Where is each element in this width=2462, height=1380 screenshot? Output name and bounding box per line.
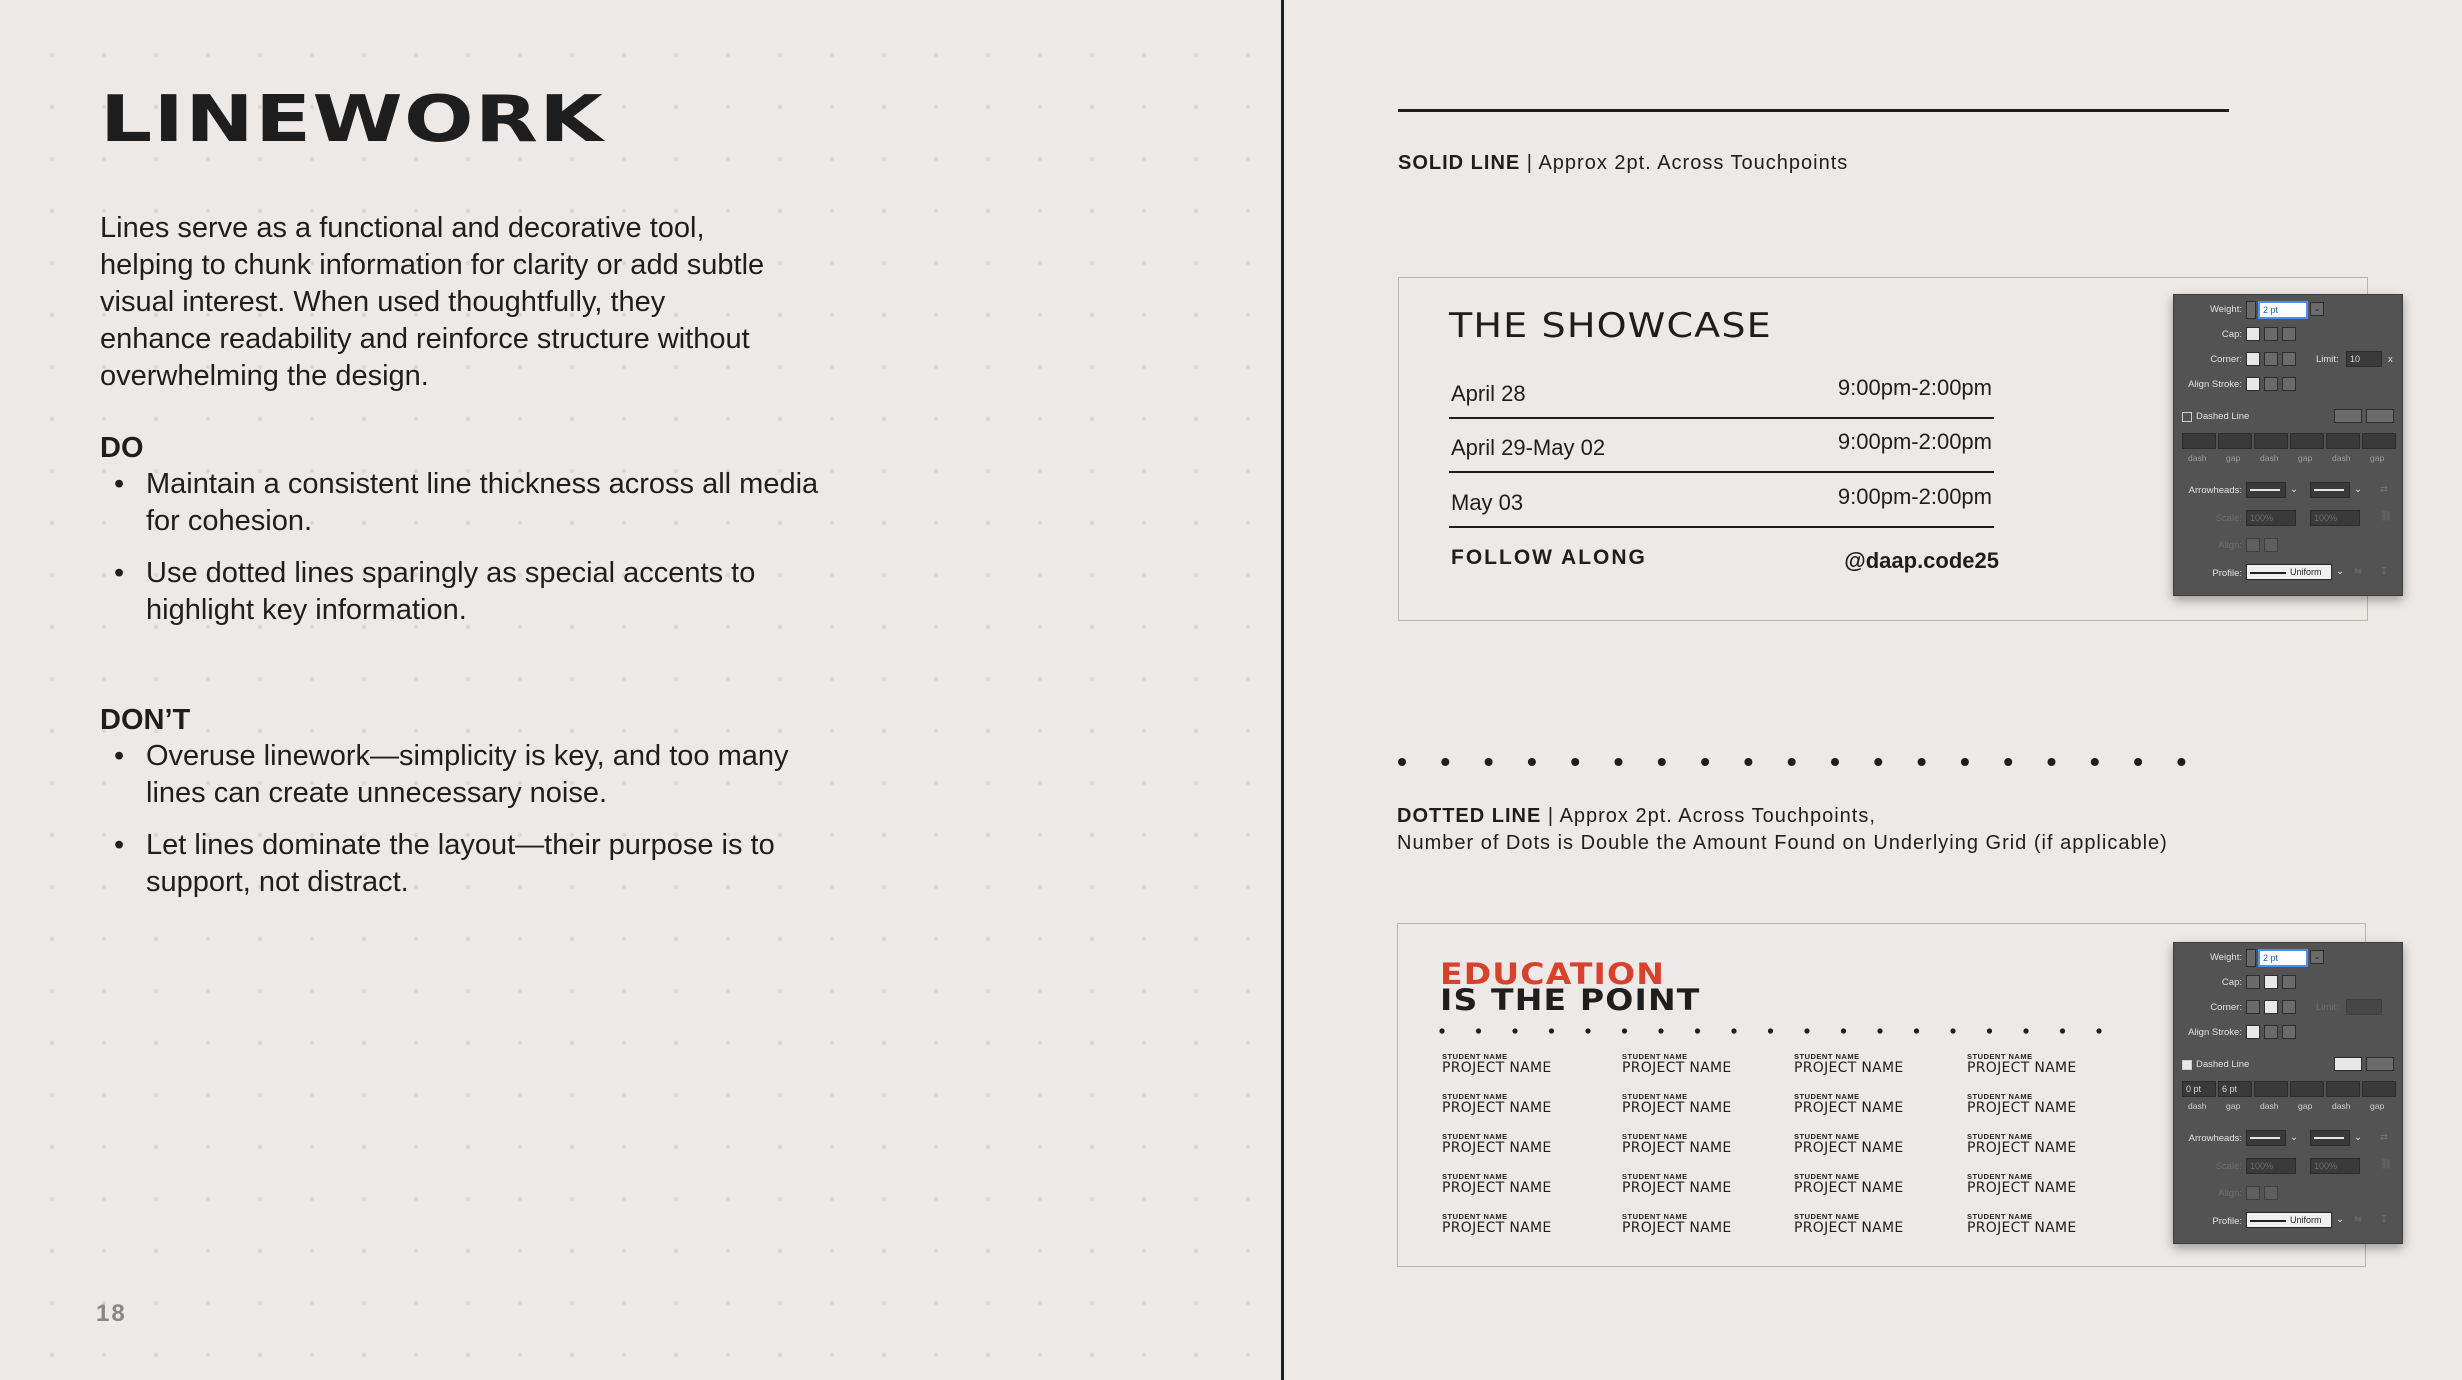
limit-input[interactable] [2346,999,2382,1015]
limit-label: Limit: [2316,1002,2339,1013]
miter-join-button[interactable] [2246,1000,2260,1014]
dash-field[interactable] [2326,1081,2360,1097]
chevron-down-icon[interactable]: ⌄ [2336,1214,2344,1225]
education-dot [1987,1028,1992,1033]
round-join-button[interactable] [2264,352,2278,366]
dotted-line-desc-2: Number of Dots is Double the Amount Found on Underlying Grid (if applicable) [1397,832,2168,854]
student-name: STUDENT NAME [1967,1212,2033,1221]
start-scale-input[interactable]: 100% [2246,1158,2296,1174]
student-entry [1967,1172,2137,1196]
student-entry [1622,1092,1792,1116]
project-name: PROJECT NAME [1442,1140,1552,1156]
dotted-line-dot [1441,758,1449,766]
gap-field[interactable]: 6 pt [2218,1081,2252,1097]
dash-field[interactable] [2326,433,2360,449]
student-entry [1442,1172,1612,1196]
align-inside-button[interactable] [2264,377,2278,391]
education-dot [1512,1028,1517,1033]
student-name: STUDENT NAME [1622,1212,1688,1221]
do-heading: DO [100,432,144,464]
butt-cap-button[interactable] [2246,975,2260,989]
arrow-end-button[interactable] [2264,538,2278,552]
link-icon[interactable]: ⛓ [2380,511,2393,522]
dash-align-corners-button[interactable] [2334,1057,2362,1071]
project-name: PROJECT NAME [1622,1220,1732,1236]
gap-field[interactable] [2290,433,2324,449]
reset-profile-icon[interactable]: ↧ [2380,1214,2388,1225]
weight-dropdown[interactable]: ⌄ [2310,950,2324,964]
project-name: PROJECT NAME [1622,1100,1732,1116]
chevron-down-icon[interactable]: ⌄ [2290,1132,2298,1143]
align-outside-button[interactable] [2282,377,2296,391]
dotted-line-dot [1528,758,1536,766]
student-entry [1794,1132,1964,1156]
education-dot [2096,1028,2101,1033]
end-arrowhead-select[interactable] [2310,1130,2350,1146]
profile-label: Profile: [2212,568,2242,579]
education-dot [1841,1028,1846,1033]
dotted-line-dot [1918,758,1926,766]
schedule-row [1449,474,1994,528]
swap-arrowheads-icon[interactable]: ⇄ [2380,1132,2388,1143]
dotted-line-label: DOTTED LINE [1397,805,1542,827]
student-entry [1622,1212,1792,1236]
weight-input[interactable]: 2 pt [2258,949,2308,967]
profile-value: Uniform [2290,1215,2322,1225]
dotted-line-dot [1788,758,1796,766]
start-scale-input[interactable]: 100% [2246,510,2296,526]
student-name: STUDENT NAME [1967,1052,2033,1061]
round-cap-button[interactable] [2264,975,2278,989]
dash-align-corners-button[interactable] [2334,409,2362,423]
education-dot [1622,1028,1627,1033]
dont-list [100,738,836,901]
caption-separator: | [1547,805,1555,827]
gap-caption: gap [2298,453,2313,463]
dotted-line-desc: Approx 2pt. Across Touchpoints, [1559,805,1876,827]
dash-exact-button[interactable] [2366,409,2394,423]
limit-unit: x [2388,354,2393,365]
education-dot [1768,1028,1773,1033]
dotted-line-dot [1485,758,1493,766]
stroke-panel-solid [2173,294,2403,596]
student-name: STUDENT NAME [1967,1172,2033,1181]
dotted-line-dot [2091,758,2099,766]
align-stroke-label: Align Stroke: [2188,379,2242,390]
arrowheads-label: Arrowheads: [2188,485,2242,496]
dash-caption: dash [2332,453,2351,463]
dotted-line-dot [2177,758,2185,766]
student-entry [1442,1212,1612,1236]
education-dotted-line [1438,1024,2138,1038]
student-entry [1442,1092,1612,1116]
student-name: STUDENT NAME [1622,1132,1688,1141]
dash-caption: dash [2188,453,2207,463]
cap-label: Cap: [2221,329,2242,340]
profile-select[interactable] [2246,564,2332,580]
follow-along-label: FOLLOW ALONG [1451,546,1647,569]
student-entry [1967,1212,2137,1236]
scale-label: Scale: [2215,513,2242,524]
align-arrow-label: Align: [2218,540,2242,551]
schedule-date: May 03 [1451,490,1524,515]
dotted-line-dot [1874,758,1882,766]
project-name: PROJECT NAME [1967,1060,2077,1076]
chevron-down-icon[interactable]: ⌄ [2336,566,2344,577]
dotted-line-dot [1615,758,1623,766]
weight-dropdown[interactable]: ⌄ [2310,302,2324,316]
do-list [100,466,836,629]
page-number: 18 [96,1300,127,1327]
student-name: STUDENT NAME [1442,1172,1508,1181]
student-name: STUDENT NAME [1794,1052,1860,1061]
dash-field[interactable] [2254,1081,2288,1097]
bevel-join-button[interactable] [2282,352,2296,366]
chevron-down-icon[interactable]: ⌄ [2290,484,2298,495]
student-name: STUDENT NAME [1622,1172,1688,1181]
gap-caption: gap [2226,453,2241,463]
student-name: STUDENT NAME [1442,1092,1508,1101]
list-item: • Maintain a consistent line thickness across all media for cohesion. [100,466,836,540]
dashed-line-label: Dashed Line [2196,1059,2250,1070]
page-title: LINEWORK [100,83,604,157]
swap-arrowheads-icon[interactable]: ⇄ [2380,484,2388,495]
project-name: PROJECT NAME [1967,1140,2077,1156]
solid-line-label: SOLID LINE [1398,152,1521,174]
link-icon[interactable]: ⛓ [2380,1159,2393,1170]
schedule-time: 9:00pm-2:00pm [1837,429,1992,454]
project-name: PROJECT NAME [1794,1060,1904,1076]
education-dot [1439,1028,1444,1033]
student-name: STUDENT NAME [1442,1212,1508,1221]
gap-caption: gap [2226,1101,2241,1111]
end-arrowhead-select[interactable] [2310,482,2350,498]
arrowheads-label: Arrowheads: [2188,1133,2242,1144]
weight-input[interactable]: 2 pt [2258,301,2308,319]
round-cap-button[interactable] [2264,327,2278,341]
dash-caption: dash [2332,1101,2351,1111]
education-dot [1877,1028,1882,1033]
student-entry [1794,1052,1964,1076]
align-outside-button[interactable] [2282,1025,2296,1039]
schedule-row [1449,365,1994,419]
project-name: PROJECT NAME [1794,1100,1904,1116]
dotted-line-dot [1831,758,1839,766]
dash-caption: dash [2188,1101,2207,1111]
align-center-button[interactable] [2246,377,2260,391]
education-dot [1950,1028,1955,1033]
flip-along-icon[interactable]: ⇋ [2354,566,2362,577]
align-center-button[interactable] [2246,1025,2260,1039]
education-title-line-2: IS THE POINT [1440,983,1701,1017]
solid-line-caption [1398,150,1848,177]
student-entry [1622,1132,1792,1156]
chevron-down-icon[interactable]: ⌄ [2354,484,2362,495]
dont-section [100,702,836,916]
bevel-join-button[interactable] [2282,1000,2296,1014]
education-dot [1731,1028,1736,1033]
butt-cap-button[interactable] [2246,327,2260,341]
schedule-date: April 29-May 02 [1451,435,1606,460]
intro-paragraph: Lines serve as a functional and decorative tool, helping to chunk information for clarity or add subtle visual interest. When used thoughtfully, they enhance readability and reinforce structure without overwhelming the design. [100,212,765,392]
student-entry [1794,1172,1964,1196]
project-name: PROJECT NAME [1794,1220,1904,1236]
end-scale-input[interactable]: 100% [2310,1158,2360,1174]
dashed-line-checkbox[interactable] [2182,1060,2192,1070]
dotted-line-dot [1961,758,1969,766]
do-section [100,430,836,644]
align-stroke-label: Align Stroke: [2188,1027,2242,1038]
arrow-end-button[interactable] [2264,1186,2278,1200]
education-title-line-1: EDUCATION [1440,957,1666,991]
dash-field[interactable]: 0 pt [2182,1081,2216,1097]
education-dot [1585,1028,1590,1033]
weight-stepper[interactable] [2246,949,2256,967]
dash-exact-button[interactable] [2366,1057,2394,1071]
align-arrow-label: Align: [2218,1188,2242,1199]
align-inside-button[interactable] [2264,1025,2278,1039]
project-name: PROJECT NAME [1442,1180,1552,1196]
scale-label: Scale: [2215,1161,2242,1172]
showcase-title: THE SHOWCASE [1449,306,1772,346]
stroke-panel-dotted [2173,942,2403,1244]
dotted-line-dot [1701,758,1709,766]
dashed-line-label: Dashed Line [2196,411,2250,422]
student-name: STUDENT NAME [1794,1212,1860,1221]
student-entry [1442,1052,1612,1076]
weight-label: Weight: [2209,952,2242,963]
project-name: PROJECT NAME [1794,1140,1904,1156]
dotted-line-caption [1397,803,2168,857]
schedule-time: 9:00pm-2:00pm [1837,484,1992,509]
student-name: STUDENT NAME [1794,1092,1860,1101]
student-name: STUDENT NAME [1967,1092,2033,1101]
education-dot [2023,1028,2028,1033]
end-scale-input[interactable]: 100% [2310,510,2360,526]
flip-along-icon[interactable]: ⇋ [2354,1214,2362,1225]
dash-field[interactable] [2182,433,2216,449]
student-name: STUDENT NAME [1442,1052,1508,1061]
cap-label: Cap: [2221,977,2242,988]
project-name: PROJECT NAME [1967,1220,2077,1236]
gap-caption: gap [2370,453,2385,463]
student-name: STUDENT NAME [1622,1052,1688,1061]
arrow-tip-button[interactable] [2246,1186,2260,1200]
limit-label: Limit: [2316,354,2339,365]
weight-stepper[interactable] [2246,301,2256,319]
gap-caption: gap [2298,1101,2313,1111]
student-entry [1622,1052,1792,1076]
corner-label: Corner: [2210,354,2242,365]
gap-field[interactable] [2290,1081,2324,1097]
gap-field[interactable] [2362,433,2396,449]
solid-line-sample [1398,109,2229,112]
list-item: • Let lines dominate the layout—their purpose is to support, not distract. [100,827,836,901]
student-entry [1622,1172,1792,1196]
project-name: PROJECT NAME [1442,1060,1552,1076]
student-name: STUDENT NAME [1622,1092,1688,1101]
education-dot [2060,1028,2065,1033]
caption-separator: | [1526,152,1533,174]
dotted-line-dot [1571,758,1579,766]
gap-field[interactable] [2218,433,2252,449]
project-name: PROJECT NAME [1967,1180,2077,1196]
solid-line-desc: Approx 2pt. Across Touchpoints [1538,152,1849,174]
student-entry [1967,1132,2137,1156]
student-name: STUDENT NAME [1967,1132,2033,1141]
project-name: PROJECT NAME [1794,1180,1904,1196]
round-join-button[interactable] [2264,1000,2278,1014]
dash-field[interactable] [2254,433,2288,449]
weight-label: Weight: [2209,304,2242,315]
project-name: PROJECT NAME [1622,1180,1732,1196]
dashed-line-checkbox[interactable] [2182,412,2192,422]
student-entry [1967,1052,2137,1076]
dotted-line-dot [2134,758,2142,766]
education-dot [1695,1028,1700,1033]
education-dot [1658,1028,1663,1033]
gap-caption: gap [2370,1101,2385,1111]
miter-join-button[interactable] [2246,352,2260,366]
schedule-time: 9:00pm-2:00pm [1837,375,1992,400]
dotted-line-dot [1658,758,1666,766]
education-dot [1476,1028,1481,1033]
student-entry [1442,1132,1612,1156]
dash-caption: dash [2260,1101,2279,1111]
student-entry [1967,1092,2137,1116]
profile-label: Profile: [2212,1216,2242,1227]
education-dot [1549,1028,1554,1033]
list-item: • Overuse linework—simplicity is key, and too many lines can create unnecessary noise. [100,738,836,812]
student-name: STUDENT NAME [1794,1172,1860,1181]
start-arrowhead-select[interactable] [2246,1130,2286,1146]
reset-profile-icon[interactable]: ↧ [2380,566,2388,577]
profile-select[interactable] [2246,1212,2332,1228]
list-item: • Use dotted lines sparingly as special accents to highlight key information. [100,555,836,629]
student-name: STUDENT NAME [1442,1132,1508,1141]
start-arrowhead-select[interactable] [2246,482,2286,498]
dotted-line-dot [2048,758,2056,766]
corner-label: Corner: [2210,1002,2242,1013]
square-cap-button[interactable] [2282,327,2296,341]
project-name: PROJECT NAME [1622,1060,1732,1076]
education-dot [1914,1028,1919,1033]
gap-field[interactable] [2362,1081,2396,1097]
student-entry [1794,1092,1964,1116]
student-entry [1794,1212,1964,1236]
profile-value: Uniform [2290,567,2322,577]
square-cap-button[interactable] [2282,975,2296,989]
arrow-tip-button[interactable] [2246,538,2260,552]
dont-heading: DON’T [100,704,191,736]
chevron-down-icon[interactable]: ⌄ [2354,1132,2362,1143]
limit-input[interactable]: 10 [2346,351,2382,367]
project-name: PROJECT NAME [1967,1100,2077,1116]
social-handle: @daap.code25 [1844,548,1999,573]
schedule-row [1449,419,1994,473]
page-divider [1281,0,1284,1380]
dotted-line-dot [1744,758,1752,766]
project-name: PROJECT NAME [1442,1100,1552,1116]
project-name: PROJECT NAME [1622,1140,1732,1156]
education-dot [1804,1028,1809,1033]
dotted-line-dot [2004,758,2012,766]
dash-caption: dash [2260,453,2279,463]
project-name: PROJECT NAME [1442,1220,1552,1236]
dotted-line-dot [1398,758,1406,766]
student-name: STUDENT NAME [1794,1132,1860,1141]
schedule-date: April 28 [1451,381,1526,406]
dotted-line-sample [1390,752,2210,772]
